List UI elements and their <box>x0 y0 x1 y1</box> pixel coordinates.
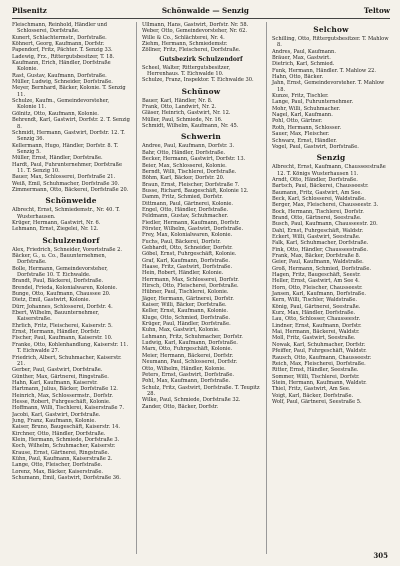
directory-entry: Krause, Ernst, Gärtnerei, Ringstraße. <box>12 449 110 456</box>
running-head-right: Teltow <box>363 6 390 15</box>
directory-entry: Bolle, Hermann, Gemeindevorsteher, Dorfstraße 10. T. Eichwalde. <box>12 265 108 279</box>
directory-entry: Bock, Hermann, Tischlerei, Dorfstr. <box>272 208 364 215</box>
directory-entry: Zöllner, Fritz, Fleischerei, Dorfstraße. <box>142 47 241 54</box>
directory-entry: Eckert, Willi, Gastwirt, Seestraße. <box>272 233 361 240</box>
directory-entry: Kühn, Paul, Kaufmann, Kaiserstraße 2. <box>12 456 113 462</box>
directory-entry: Kellermann, Hugo, Händler, Dorfstr. 8. T. Senzig 5. <box>12 142 119 155</box>
directory-entry: Kunert, Schlachtermstr., Dorfstraße. <box>12 34 107 41</box>
page-number: 305 <box>373 551 388 560</box>
columns <box>12 22 390 554</box>
directory-entry: Göbel, Ernst, Fuhrgeschäft, Kolonie. <box>142 251 237 258</box>
directory-entry: Bauer, Karl, Händler, Nr. 8. <box>142 97 213 104</box>
directory-entry: Krüger, Paul, Händler, Dorfstraße. <box>142 321 231 328</box>
directory-entry: Ebert, Wilhelm, Bauunternehmer, Kaiserstraße. <box>12 310 100 323</box>
directory-entry: Meyer, Bernhard, Bäcker, Kolonie. T. Senzig 11. <box>12 85 126 98</box>
directory-entry: Ladewig, Frz., Rittergutsbesitzer, T. 18. <box>12 53 115 60</box>
directory-entry: Groß, Hermann, Schmied, Dorfstraße. <box>272 265 372 272</box>
directory-entry: Bartsch, Paul, Bäckerei, Chausseestr. <box>272 183 369 190</box>
directory-entry: Herrmann, Max, Schlosserei, Dorfstr. <box>142 276 239 283</box>
directory-entry: Andree, Paul, Kaufmann, Dorfstr. 3. <box>142 143 235 150</box>
directory-entry: Andres, Paul, Kaufmann. <box>272 48 336 55</box>
directory-entry: Frey, Max, Kolonialwaren, Kolonie. <box>142 232 233 239</box>
directory-entry: Stein, Hermann, Kaufmann, Waldstr. <box>272 379 367 386</box>
section-title: Schünow <box>181 86 221 96</box>
directory-entry: Klein, Hermann, Schmiede, Dorfstraße 3. <box>12 436 120 443</box>
directory-entry: Berger, Max, Fleischerei, Chausseestr. 3. <box>272 202 379 209</box>
directory-entry: Behrendt, Karl, Gastwirt, Dorfstr. 2. T. Senzig 8. <box>12 117 130 130</box>
directory-entry: Hahn, Karl, Kaufmann, Kaiserstr. <box>12 379 98 386</box>
directory-entry: Hagen, Fritz, Baugeschäft, Seestr. <box>272 272 361 279</box>
column-middle <box>136 22 260 554</box>
directory-entry: Busse, Richard, Baugeschäft, Kolonie 12. <box>142 187 249 194</box>
directory-entry: Thiel, Fritz, Gastwirt, Am See. <box>272 386 351 393</box>
directory-entry: Heller, Ernst, Gastwirt, Am See 4. <box>272 278 360 285</box>
directory-entry: Nagel, Karl, Kaufmann. <box>272 112 333 119</box>
directory-entry: Lindner, Ernst, Kaufmann, Dorfstr. <box>272 322 362 329</box>
directory-entry: Engel, Otto, Händler, Dorfstraße. <box>142 206 229 213</box>
directory-entry: Kaiser, Willi, Bäcker, Dorfstraße. <box>142 302 227 309</box>
directory-entry: Wilke, Paul, Schmiede, Dorfstraße 32. <box>142 397 241 404</box>
directory-entry: Alex, Friedrich, Schneider, Vorortstraße 2. <box>12 246 122 253</box>
directory-entry: Meier, Hermann, Bäckerei, Dorfstr. <box>142 352 234 359</box>
directory-entry: Neumann, Paul, Schlosserei, Dorfstr. <box>142 359 238 366</box>
directory-entry: Wolf, Paul, Gärtnerei, Seestraße 5. <box>272 398 362 405</box>
directory-entry: Sauer, Max, Fleischer. <box>272 131 330 138</box>
directory-entry: Müller, Ludwig, Schneider, Dorfstraße. <box>12 79 113 86</box>
directory-entry: Fiedler, Hermann, Kaufmann, Dorfstr. <box>142 219 241 226</box>
directory-entry: Weber, Otto, Gemeindevorsteher, Nr. 62. <box>142 28 248 35</box>
directory-entry: Berndt, Willi, Tischlerei, Dorfstraße. <box>142 168 237 175</box>
directory-entry: Friedrich, Albert, Schuhmacher, Kaiserstr. 21. <box>12 354 122 367</box>
directory-entry: Ziehm, Hermann, Schmiedemstr. <box>142 41 228 48</box>
directory-entry: Beck, Karl, Schlosserei, Waldstraße. <box>272 195 366 202</box>
directory-entry: Albrecht, Ernst, Kaufmann, Chausseestraße 12. T. Königs Wusterhausen 11. <box>272 164 386 177</box>
directory-entry: Funk, Hermann, Händler. T. Mahlow 22. <box>272 67 376 74</box>
directory-entry: Arndt, Otto, Händler, Dorfstraße. <box>272 176 358 183</box>
directory-entry: Gölnitz, Otto, Kaufmann, Kolonie. <box>12 110 99 117</box>
directory-entry: Peters, Ernst, Gastwirt, Dorfstraße. <box>142 371 235 378</box>
directory-entry: Lange, Otto, Fleischer, Dorfstraße. <box>12 462 103 469</box>
directory-entry: Busch, Paul, Kaufmann, Chausseestr. 20. <box>272 221 378 228</box>
directory-entry: Lehmann, Ernst, Ziegelei, Nr. 12. <box>12 226 99 233</box>
directory-entry: Damm, Fritz, Schmied, Dorfstr. <box>142 194 223 201</box>
directory-entry: Schmidt, Wilhelm, Kaufmann, Nr. 45. <box>142 123 239 130</box>
running-head <box>12 6 390 19</box>
directory-entry: Wille & Co., Schlächterei, Nr. 4. <box>142 34 225 41</box>
directory-entry: Zander, Otto, Bäcker, Dorfstr. <box>142 403 219 410</box>
subsection-title: Gutsbezirk Schulzendorf <box>159 55 243 63</box>
directory-entry: Frank, Otto, Landwirt, Nr. 2. <box>142 104 217 111</box>
directory-entry: Kuhn, Max, Gastwirt, Kolonie. <box>142 327 220 334</box>
directory-entry: Brendel, Frieda, Kolonialwaren, Kolonie. <box>12 284 118 291</box>
directory-entry: Mohr, Willi, Schuhmacher. <box>272 105 341 112</box>
directory-entry: Bäcker, G., u. Co., Bauunternehmen, Dorfstraße. <box>12 253 107 266</box>
directory-entry: Jäger, Hermann, Gärtnerei, Dorfstr. <box>142 295 234 302</box>
directory-entry: Günther, Max, Gärtnerei, Ringstraße. <box>12 373 109 380</box>
column-left <box>12 22 130 554</box>
directory-entry: Dietz, Emil, Gastwirt, Kolonie. <box>12 297 91 304</box>
directory-entry: Weiß, Emil, Schuhmacher, Dorfstraße 30. <box>12 180 120 187</box>
directory-entry: Scheel, Walter, Rittergutsbesitzer, Herrenhaus. T. Eichwalde 10. <box>142 64 231 78</box>
directory-entry: Ritter, Ernst, Händler, Seestraße. <box>272 367 359 374</box>
directory-entry: Dahl, Ernst, Fuhrgeschäft, Waldstr. <box>272 227 364 234</box>
directory-entry: Jacobi, Karl, Gastwirt, Dorfstraße. <box>12 411 101 418</box>
directory-entry: Schulze, Kaufm., Gemeindevorsteher, Kolonie 11. <box>12 98 110 111</box>
directory-entry: Jansen, Karl, Kaufmann, Dorfstraße. <box>272 291 366 298</box>
directory-entry: Marx, Otto, Fuhrgeschäft, Kolonie. <box>142 346 233 353</box>
directory-entry: Bunge, Otto, Kaufmann, Chaussee 20. <box>12 291 111 298</box>
directory-entry: Lange, Paul, Fuhrunternehmer. <box>272 99 354 106</box>
directory-entry: Fink, Otto, Händler, Chausseestraße. <box>272 246 369 253</box>
directory-entry: Moll, Fritz, Gastwirt, Seestraße. <box>272 335 356 342</box>
directory-entry: Braun, Ernst, Fleischer, Dorfstraße 7. <box>142 181 240 188</box>
directory-entry: Feldmann, Gustav, Schuhmacher. <box>142 213 229 220</box>
directory-entry: Reich, Max, Fleischerei, Dorfstraße. <box>272 360 366 367</box>
section-title: Schönweide <box>45 196 97 206</box>
directory-entry: Franke, Otto, Kohlenhandlung, Kaiserstr. 11. T. Eichwalde 27. <box>12 341 129 355</box>
directory-entry: Lorenz, Max, Bäcker, Kaiserstraße. <box>12 468 104 475</box>
directory-entry: Sommer, Willi, Tischlerei, Dorfstr. <box>272 373 360 380</box>
directory-entry: Ullmann, Hans, Gastwirt, Dorfstr. Nr. 58. <box>142 22 249 28</box>
directory-entry: Albrecht, Ernst, Schmiedemstr., Nr. 40. T. Wusterhausen. <box>12 207 120 220</box>
directory-entry: König, Paul, Gärtnerei, Seestraße. <box>272 303 361 310</box>
directory-entry: Kurz, Max, Händler, Dorfstraße. <box>272 310 356 317</box>
directory-entry: Müller, Paul, Schmiede, Nr. 16. <box>142 116 223 123</box>
directory-entry: Jahn, Ernst, Gemeindevorsteher. T. Mahlow 18. <box>272 80 385 93</box>
directory-entry: Ludwig, Karl, Kaufmann, Dorfstraße. <box>142 340 238 347</box>
directory-entry: Nowak, Karl, Schuhmacher, Dorfstr. <box>272 341 366 348</box>
directory-entry: Lau, Otto, Schlosser, Chausseestr. <box>272 316 361 323</box>
directory-entry: Dürr, Johannes, Schlosserei, Dorfstr. 4. <box>12 303 113 310</box>
directory-entry: Bauer, Max, Schlosserei, Dorfstraße 21. <box>12 174 116 181</box>
directory-entry: Mai, Hermann, Bäckerei, Waldstr. <box>272 329 360 336</box>
directory-entry: Förster, Wilhelm, Gastwirt, Dorfstraße. <box>142 225 244 232</box>
directory-entry: Hahn, Otto, Bäcker. <box>272 74 324 81</box>
directory-entry: Gebhardt, Otto, Schneider, Dorfstr. <box>142 244 233 251</box>
directory-entry: Krüger, Hermann, Gastwirt, Nr. 6. <box>12 219 101 226</box>
directory-entry: Böhm, Karl, Bäcker, Dorfstr. 20. <box>142 175 225 182</box>
directory-entry: Baumann, Fritz, Gastwirt, Am See. <box>272 189 363 196</box>
directory-entry: Papendorf, Fritz, Pächter. T. Senzig 33. <box>12 47 113 54</box>
directory-entry: Schwarz, Ernst, Händler. <box>272 137 337 144</box>
directory-entry: Bahr, Otto, Händler, Dorfstraße. <box>142 149 226 156</box>
directory-entry: Hardt, Paul, Fuhrunternehmer, Dorfstraße 11. T. Senzig 10. <box>12 161 122 174</box>
directory-entry: Hübner, Paul, Tischlerei, Kolonie. <box>142 289 229 296</box>
column-right <box>266 22 390 554</box>
directory-entry: Geier, Paul, Kaufmann, Waldstraße. <box>272 259 364 266</box>
directory-entry: Dietrich, Karl, Schmied. <box>272 61 335 68</box>
directory-entry: Schilling, Otto, Rittergutsbesitzer. T. Mahlow 8. <box>272 36 389 49</box>
directory-entry: Fleischmann, Reinhold, Händler und Schlosserei, Dorfstraße. <box>12 22 107 35</box>
directory-entry: Kirchner, Otto, Händler, Dorfstraße. <box>12 430 106 437</box>
section-title: Selchow <box>313 25 349 34</box>
directory-entry: Gerber, Paul, Gastwirt, Dorfstraße. <box>12 367 103 374</box>
directory-entry: Müller, Ernst, Händler, Dorfstraße. <box>12 155 103 162</box>
directory-entry: Köhnert, Georg, Kaufmann, Dorfstr. <box>12 41 105 48</box>
directory-entry: Roth, Hermann, Schlosser. <box>272 124 342 131</box>
directory-entry: Frank, Max, Bäcker, Dorfstraße 8. <box>272 253 361 259</box>
directory-entry: Rausch, Otto, Kaufmann, Chausseestr. <box>272 354 372 361</box>
directory-entry: Vogel, Paul, Gastwirt, Dorfstraße. <box>272 143 359 150</box>
section-title: Senzig <box>316 153 346 163</box>
directory-entry: Pohl, Otto, Gärtner. <box>272 118 323 125</box>
directory-entry: Dittmann, Paul, Gärtnerei, Kolonie. <box>142 200 234 207</box>
directory-entry: Kaufmann, Erich, Händler, Dorfstraße Kolonie. <box>12 60 111 73</box>
directory-entry: Hesse, Robert, Fuhrgeschäft, Kolonie. <box>12 398 111 405</box>
directory-entry: Kluge, Otto, Schmied, Dorfstraße. <box>142 314 231 321</box>
directory-entry: Hirsch, Otto, Fleischerei, Dorfstraße. <box>142 283 239 290</box>
directory-entry: Kunze, Fritz, Tischler. <box>272 93 329 100</box>
directory-entry: Beier, Max, Schlosserei, Kolonie. <box>142 162 227 169</box>
directory-entry: Falk, Karl, Schuhmacher, Dorfstraße. <box>272 240 369 247</box>
directory-entry: Schmidt, Hermann, Gastwirt, Dorfstr. 12. T. Senzig 36. <box>12 129 125 143</box>
directory-entry: Lehmann, Fritz, Schuhmacher, Dorfstr. <box>142 333 243 340</box>
directory-entry: Becker, Hermann, Gastwirt, Dorfstr. 13. <box>142 156 246 163</box>
directory-entry: Brand, Otto, Gärtnerei, Seestraße. <box>272 214 362 221</box>
directory-entry: Keller, Ernst, Kaufmann, Kolonie. <box>142 308 229 315</box>
directory-entry: Ehrlich, Fritz, Fleischerei, Kaiserstr. 5. <box>12 322 113 329</box>
directory-entry: Hoffmann, Willi, Tischlerei, Kaiserstraße 7. <box>12 405 124 412</box>
directory-entry: Rast, Gustav, Kaufmann, Dorfstraße. <box>12 72 107 79</box>
running-head-left: Pilsenitz <box>12 6 47 15</box>
directory-entry: Pfeiffer, Paul, Fuhrgeschäft, Waldstr. <box>272 348 367 355</box>
section-title: Schwerin <box>181 132 221 142</box>
directory-entry: Jung, Franz, Kaufmann, Kolonie. <box>12 417 96 424</box>
directory-entry: Kaiser, Bruno, Baugeschäft, Kaiserstr. 14. <box>12 424 120 431</box>
directory-entry: Ernst, Hermann, Händler, Dorfstr. <box>12 329 101 336</box>
directory-entry: Fuchs, Paul, Bäckerei, Dorfstr. <box>142 238 221 245</box>
directory-entry: Schulze, Franz, Inspektor. T. Eichwalde 30. <box>142 77 254 84</box>
directory-entry: Schumann, Emil, Gastwirt, Dorfstraße 36. <box>12 475 121 482</box>
section-title: Schulzendorf <box>42 235 100 245</box>
directory-entry: Brandt, Paul, Bäckerei, Dorfstraße. <box>12 278 104 285</box>
directory-entry: Heinrich, Max, Schlossermstr., Dorfstr. <box>12 392 114 399</box>
directory-entry: Graf, Karl, Kaufmann, Dorfstraße. <box>142 257 230 264</box>
directory-entry: Fischer, Paul, Kaufmann, Kaiserstr. 10. <box>12 335 113 342</box>
running-head-center: Schönwalde — Senzig <box>161 6 249 15</box>
directory-entry: Gläser, Heinrich, Gastwirt, Nr. 12. <box>142 110 231 117</box>
directory-entry: Horn, Otto, Fleischer, Chausseestr. <box>272 284 363 291</box>
directory-entry: Kern, Willi, Tischler, Waldstraße. <box>272 297 357 304</box>
directory-entry: Schulz, Fritz, Gastwirt, Dorfstraße. T. Teupitz 28. <box>142 384 260 397</box>
directory-entry: Pohl, Max, Kaufmann, Dorfstraße. <box>142 378 231 385</box>
directory-entry: Koch, Wilhelm, Schuhmacher, Kaiserstr. <box>12 443 116 450</box>
directory-entry: Zimmermann, Otto, Bäckerei, Dorfstraße 20. <box>12 186 129 193</box>
directory-entry: Otto, Wilhelm, Händler, Kolonie. <box>142 365 226 372</box>
directory-entry: Bräuer, Max, Gastwirt. <box>272 55 331 62</box>
directory-entry: Haase, Fritz, Gastwirt, Dorfstraße. <box>142 264 233 270</box>
directory-entry: Hein, Robert, Händler, Kolonie. <box>142 270 224 277</box>
directory-entry: Voigt, Karl, Bäcker, Dorfstraße. <box>272 392 354 399</box>
directory-entry: Hartmann, Julius, Bäcker, Dorfstraße 12. <box>12 386 118 393</box>
